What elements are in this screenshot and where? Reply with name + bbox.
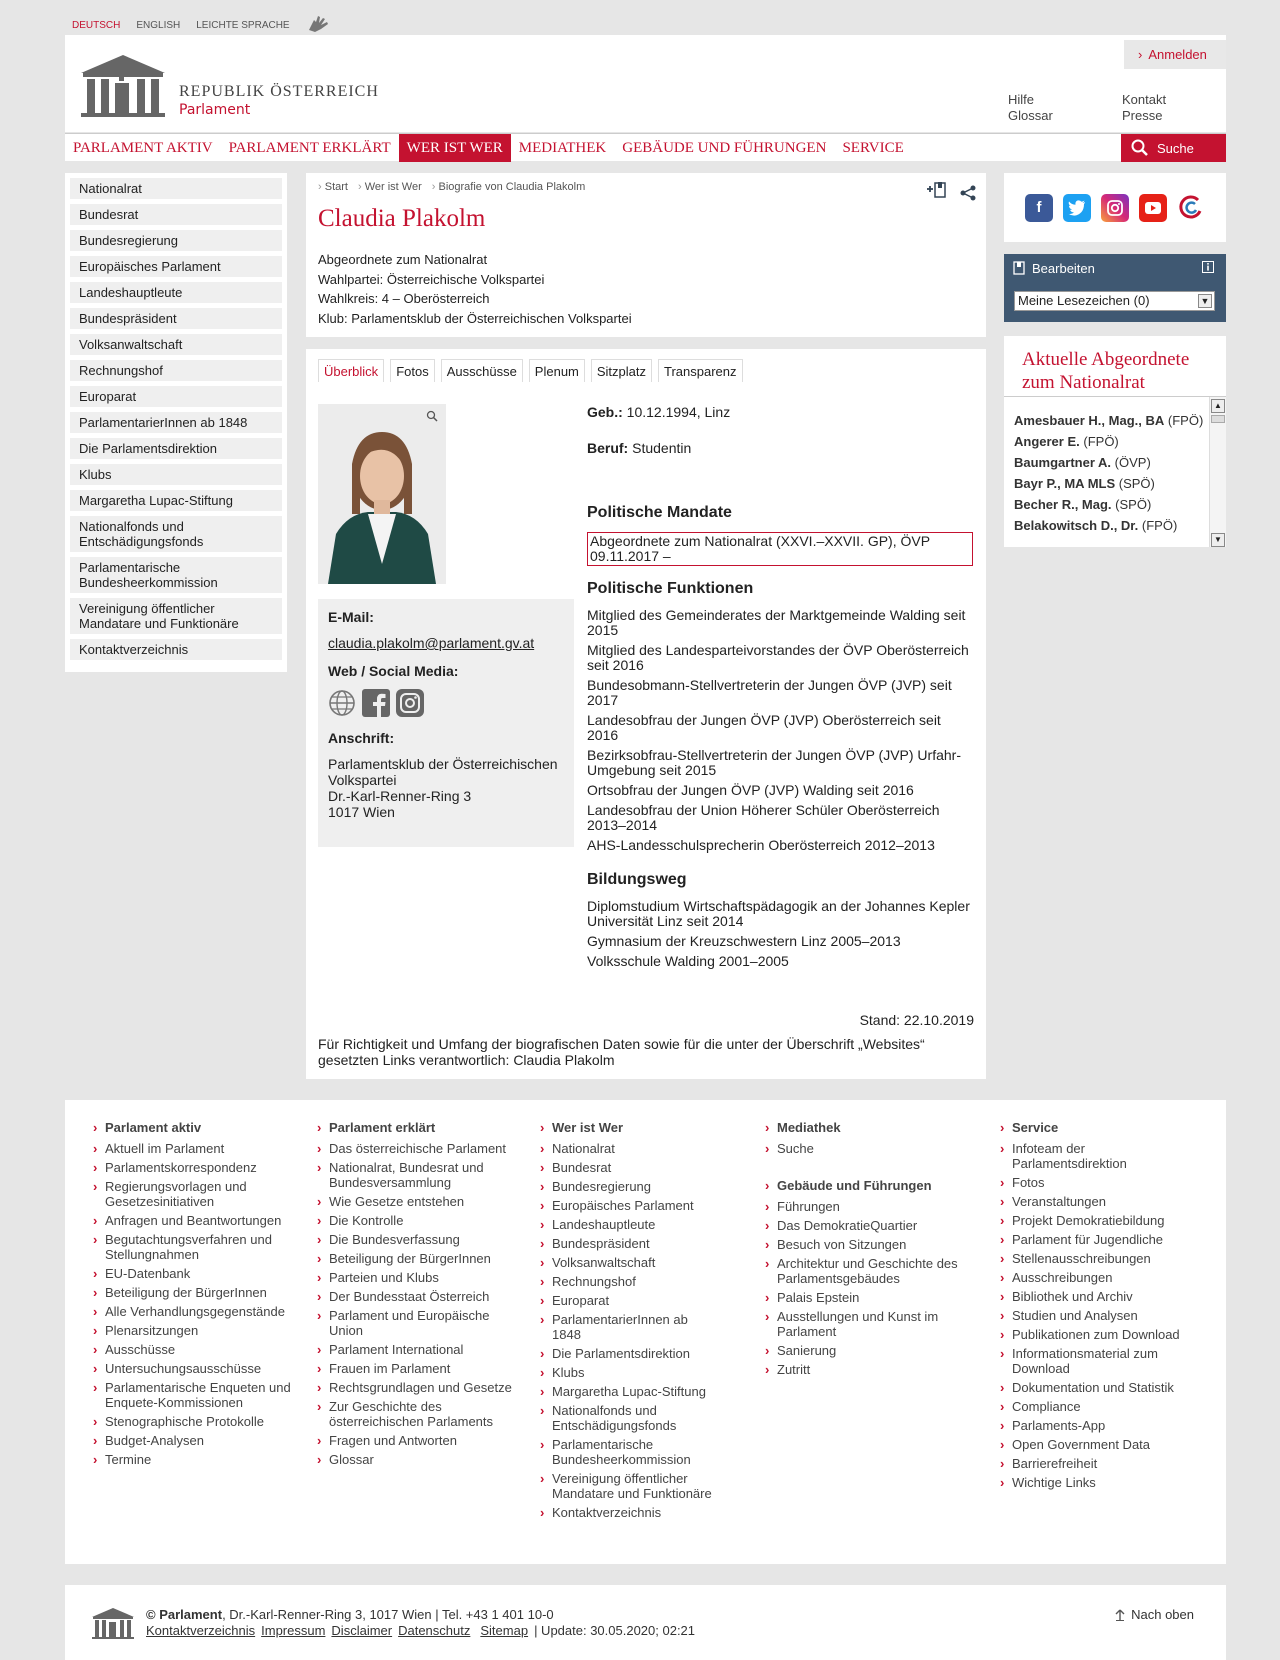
footer-link[interactable]: › Parlament und Europäische Union [317, 1308, 517, 1338]
member-item[interactable]: Becher R., Mag. (SPÖ) [1014, 497, 1152, 512]
footer-col-wer-ist-wer [540, 1120, 740, 1524]
main-nav [65, 133, 1226, 161]
bottom-link-impressum[interactable]: Impressum [261, 1623, 326, 1638]
footer-link[interactable]: › Projekt Demokratiebildung [1000, 1213, 1200, 1228]
mandates-heading: Politische Mandate [587, 504, 732, 521]
info-icon[interactable] [1202, 261, 1214, 276]
footer-link[interactable]: › Beteiligung der BürgerInnen [93, 1285, 293, 1300]
function-item: Landesobfrau der Jungen ÖVP (JVP) Oberösterreich seit 2016 [587, 712, 941, 743]
bottom-link-datenschutz[interactable]: Datenschutz [398, 1623, 471, 1638]
tab-ausschuesse[interactable]: Ausschüsse [441, 359, 523, 382]
footer-link[interactable]: › Bibliothek und Archiv [1000, 1289, 1200, 1304]
email-label: E-Mail: [328, 609, 374, 625]
footer-link[interactable]: › Stenographische Protokolle [93, 1414, 293, 1429]
address-line-3: 1017 Wien [328, 804, 395, 820]
footer-link[interactable]: › Volksanwaltschaft [540, 1255, 740, 1270]
function-item: Landesobfrau der Union Höherer Schüler Oberösterreich 2013–2014 [587, 802, 940, 833]
footer-link[interactable]: › Parlamentarische Bundesheerkommission [540, 1437, 740, 1467]
footer [65, 1100, 1226, 1564]
footer-heading[interactable]: › Wer ist Wer [540, 1120, 740, 1135]
education-item: Diplomstudium Wirtschaftspädagogik an der Johannes Kepler Universität Linz seit 2014 [587, 898, 970, 929]
member-item[interactable]: Bayr P., MA MLS (SPÖ) [1014, 476, 1155, 491]
footer-link[interactable]: › Nationalrat [540, 1141, 740, 1156]
instagram-icon[interactable] [396, 689, 424, 720]
email-link[interactable]: claudia.plakolm@parlament.gv.at [328, 635, 535, 651]
sidebar-item-europarat[interactable]: Europarat [70, 386, 282, 407]
facebook-icon[interactable]: f [1025, 194, 1053, 222]
footer-link[interactable]: › Ausstellungen und Kunst im Parlament [765, 1309, 965, 1339]
stand-date: Stand: 22.10.2019 [859, 1012, 974, 1028]
footer-col-parlament-erklaert [317, 1120, 517, 1471]
nav-service[interactable]: SERVICE [842, 140, 904, 156]
footer-link[interactable]: › Die Kontrolle [317, 1213, 517, 1228]
nav-gebaeude[interactable]: GEBÄUDE UND FÜHRUNGEN [622, 140, 827, 156]
sidebar-item-rechnungshof[interactable]: Rechnungshof [70, 360, 282, 381]
bookmarks-select[interactable]: Meine Lesezeichen (0) ▼ [1014, 291, 1215, 311]
current-members-title: Aktuelle Abgeordnete zum Nationalrat [1022, 349, 1190, 393]
footer-col-mediathek [765, 1120, 965, 1381]
footer-link[interactable]: › Rechtsgrundlagen und Gesetze [317, 1380, 517, 1395]
footer-link[interactable]: › Parlamentarische Enqueten und Enquete-Kommissionen [93, 1380, 293, 1410]
person-party: Wahlpartei: Österreichische Volkspartei [318, 271, 545, 287]
sidebar-item-parlamentarierinnen[interactable]: ParlamentarierInnen ab 1848 [70, 412, 282, 433]
person-club: Klub: Parlamentsklub der Österreichischen Volkspartei [318, 310, 632, 326]
sidebar-item-bundesrat[interactable]: Bundesrat [70, 204, 282, 225]
current-members-panel [1004, 336, 1226, 547]
footer-heading[interactable]: › Gebäude und Führungen [765, 1178, 965, 1193]
bottom-link-kontakt[interactable]: Kontaktverzeichnis [146, 1623, 256, 1638]
youtube-icon[interactable] [1139, 194, 1167, 222]
nav-mediathek[interactable]: MEDIATHEK [518, 140, 607, 156]
footer-link[interactable]: › Nationalrat, Bundesrat und Bundesversammlung [317, 1160, 517, 1190]
press-link[interactable]: Presse [1122, 108, 1163, 123]
footer-link[interactable]: › Parlaments-App [1000, 1418, 1200, 1433]
footer-link[interactable]: › Architektur und Geschichte des Parlamentsgebäudes [765, 1256, 965, 1286]
scroll-thumb[interactable] [1211, 415, 1225, 423]
footer-link[interactable]: › Europarat [540, 1293, 740, 1308]
footer-link[interactable]: › Zutritt [765, 1362, 965, 1377]
footer-link[interactable]: › Veranstaltungen [1000, 1194, 1200, 1209]
footer-link[interactable]: › Open Government Data [1000, 1437, 1200, 1452]
function-item: Bezirksobfrau-Stellvertreterin der Jungen ÖVP (JVP) Urfahr-Umgebung seit 2015 [587, 747, 961, 778]
footer-link[interactable]: › Stellenausschreibungen [1000, 1251, 1200, 1266]
footer-link[interactable]: › Parlament für Jugendliche [1000, 1232, 1200, 1247]
footer-link[interactable]: › Bundesrat [540, 1160, 740, 1175]
open-data-icon[interactable] [1177, 194, 1205, 222]
tab-sitzplatz[interactable]: Sitzplatz [591, 359, 652, 382]
members-scrollbar[interactable] [1209, 397, 1226, 547]
sign-language-icon[interactable] [306, 14, 332, 37]
logo-title: REPUBLIK ÖSTERREICH [179, 83, 379, 100]
person-photo[interactable] [318, 404, 446, 584]
footer-link[interactable]: › Informationsmaterial zum Download [1000, 1346, 1200, 1376]
footer-link[interactable]: › Glossar [317, 1452, 517, 1467]
members-list [1014, 413, 1204, 543]
person-header-card [306, 173, 986, 337]
member-item[interactable]: Baumgartner A. (ÖVP) [1014, 455, 1151, 470]
footer-link[interactable]: › Bundespräsident [540, 1236, 740, 1251]
bookmark-add-icon[interactable] [926, 181, 948, 202]
member-item[interactable]: Belakowitsch D., Dr. (FPÖ) [1014, 518, 1178, 533]
functions-heading: Politische Funktionen [587, 580, 754, 597]
person-district: Wahlkreis: 4 – Oberösterreich [318, 291, 490, 306]
sidebar-item-nationalfonds[interactable]: Nationalfonds und Entschädigungsfonds [70, 516, 282, 552]
footer-link[interactable]: › Suche [765, 1141, 965, 1156]
back-to-top[interactable]: Nach oben [1115, 1607, 1194, 1622]
sidebar-item-vereinigung[interactable]: Vereinigung öffentlicher Mandatare und Funktionäre [70, 598, 282, 634]
footer-heading[interactable]: › Service [1000, 1120, 1200, 1135]
edit-panel [1004, 254, 1226, 322]
education-item: Gymnasium der Kreuzschwestern Linz 2005–2013 [587, 933, 901, 949]
footer-link[interactable]: › Das österreichische Parlament [317, 1141, 517, 1156]
footer-link[interactable]: › Sanierung [765, 1343, 965, 1358]
footer-link[interactable]: › Klubs [540, 1365, 740, 1380]
sidebar-item-nationalrat[interactable]: Nationalrat [70, 178, 282, 199]
footer-link[interactable]: › Der Bundesstaat Österreich [317, 1289, 517, 1304]
footer-link[interactable]: › Rechnungshof [540, 1274, 740, 1289]
education-item: Volksschule Walding 2001–2005 [587, 953, 789, 969]
footer-link[interactable]: › ParlamentarierInnen ab 1848 [540, 1312, 700, 1342]
footer-heading[interactable]: › Parlament aktiv [93, 1120, 293, 1135]
footer-link[interactable]: › Führungen [765, 1199, 965, 1214]
person-detail-card [306, 349, 986, 1079]
job-info: Beruf: Studentin [587, 440, 692, 456]
website-icon[interactable] [328, 689, 356, 720]
search-button[interactable]: Suche [1121, 134, 1226, 162]
sidebar-item-eu-parlament[interactable]: Europäisches Parlament [70, 256, 282, 277]
nav-parlament-erklaert[interactable]: PARLAMENT ERKLÄRT [228, 140, 391, 156]
sidebar-item-bundesheerkommission[interactable]: Parlamentarische Bundesheerkommission [70, 557, 282, 593]
footer-link[interactable]: › Plenarsitzungen [93, 1323, 293, 1338]
footer-link[interactable]: › Alle Verhandlungsgegenstände [93, 1304, 293, 1319]
function-item: Bundesobmann-Stellvertreterin der Jungen ÖVP (JVP) seit 2017 [587, 677, 952, 708]
breadcrumb-current: › Biografie von Claudia Plakolm [432, 181, 585, 193]
sidebar [65, 173, 287, 672]
footer-col-service [1000, 1120, 1200, 1494]
function-item: Ortsobfrau der Jungen ÖVP (JVP) Walding seit 2016 [587, 782, 914, 798]
tab-bar [318, 359, 743, 382]
sidebar-item-parlamentsdirektion[interactable]: Die Parlamentsdirektion [70, 438, 282, 459]
sidebar-item-bundespraesident[interactable]: Bundespräsident [70, 308, 282, 329]
sidebar-item-volksanwaltschaft[interactable]: Volksanwaltschaft [70, 334, 282, 355]
footer-link[interactable]: › Fragen und Antworten [317, 1433, 517, 1448]
disclaimer-text: Für Richtigkeit und Umfang der biografischen Daten sowie für die unter der Überschrift „Websites“ gesetzten Links verantwortlich: Claudia Plakolm [318, 1036, 925, 1068]
member-item[interactable]: Amesbauer H., Mag., BA (FPÖ) [1014, 413, 1204, 428]
function-item: Mitglied des Landesparteivorstandes der ÖVP Oberösterreich seit 2016 [587, 642, 969, 673]
zoom-icon[interactable] [426, 410, 438, 425]
footer-link[interactable]: › Die Bundesverfassung [317, 1232, 517, 1247]
tab-ueberblick[interactable]: Überblick [318, 359, 384, 382]
footer-link[interactable]: › Compliance [1000, 1399, 1200, 1414]
copyright: © Parlament [146, 1607, 223, 1622]
instagram-icon[interactable] [1101, 194, 1129, 222]
sidebar-item-kontaktverzeichnis[interactable]: Kontaktverzeichnis [70, 639, 282, 660]
tab-transparenz[interactable]: Transparenz [658, 359, 743, 382]
web-social-label: Web / Social Media: [328, 663, 459, 679]
footer-link[interactable]: › Nationalfonds und Entschädigungsfonds [540, 1403, 740, 1433]
footer-link[interactable]: › Publikationen zum Download [1000, 1327, 1200, 1342]
mandate-item: Abgeordnete zum Nationalrat (XXVI.–XXVII. GP), ÖVP 09.11.2017 – [587, 532, 973, 566]
function-item: AHS-Landesschulsprecherin Oberösterreich 2012–2013 [587, 837, 935, 853]
footer-link[interactable]: › Margaretha Lupac-Stiftung [540, 1384, 740, 1399]
nav-parlament-aktiv[interactable]: PARLAMENT AKTIV [73, 140, 213, 156]
footer-link[interactable]: › Europäisches Parlament [540, 1198, 740, 1213]
footer-link[interactable]: › Parteien und Klubs [317, 1270, 517, 1285]
footer-link[interactable]: › Fotos [1000, 1175, 1200, 1190]
bottom-link-sitemap[interactable]: Sitemap [480, 1623, 529, 1638]
footer-link[interactable]: › Frauen im Parlament [317, 1361, 517, 1376]
footer-link[interactable]: › Bundesregierung [540, 1179, 740, 1194]
chevron-down-icon: ▼ [1198, 294, 1212, 308]
footer-link[interactable]: › Untersuchungsausschüsse [93, 1361, 293, 1376]
footer-link[interactable]: › Studien und Analysen [1000, 1308, 1200, 1323]
arrow-up-icon [1115, 1609, 1125, 1621]
footer-link[interactable]: › Vereinigung öffentlicher Mandatare und Funktionäre [540, 1471, 740, 1501]
bottom-link-disclaimer[interactable]: Disclaimer [331, 1623, 393, 1638]
scroll-down-icon[interactable]: ▼ [1211, 533, 1225, 547]
page-title: Claudia Plakolm [318, 205, 486, 232]
bottom-bar [65, 1585, 1226, 1660]
parliament-small-logo-icon[interactable] [91, 1607, 135, 1642]
footer-link[interactable]: › Dokumentation und Statistik [1000, 1380, 1200, 1395]
footer-link[interactable]: › Wichtige Links [1000, 1475, 1200, 1490]
footer-link[interactable]: › Beteiligung der BürgerInnen [317, 1251, 517, 1266]
footer-link[interactable]: › Palais Epstein [765, 1290, 965, 1305]
sidebar-item-klubs[interactable]: Klubs [70, 464, 282, 485]
help-link[interactable]: Hilfe [1008, 92, 1035, 107]
breadcrumb-start[interactable]: › Start [318, 181, 348, 193]
breadcrumb-wer-ist-wer[interactable]: › Wer ist Wer [358, 181, 422, 193]
lang-english[interactable]: ENGLISH [136, 20, 181, 31]
edit-panel-title: Bearbeiten [1032, 261, 1095, 276]
footer-link[interactable]: › EU-Datenbank [93, 1266, 293, 1281]
address-line-2: Dr.-Karl-Renner-Ring 3 [328, 788, 472, 804]
footer-link[interactable]: › Das DemokratieQuartier [765, 1218, 965, 1233]
facebook-icon[interactable] [362, 689, 390, 720]
footer-link[interactable]: › Ausschüsse [93, 1342, 293, 1357]
footer-heading[interactable]: › Parlament erklärt [317, 1120, 517, 1135]
footer-link[interactable]: › Wie Gesetze entstehen [317, 1194, 517, 1209]
breadcrumb [318, 181, 585, 193]
footer-link[interactable]: › Landeshauptleute [540, 1217, 740, 1232]
footer-link[interactable]: › Kontaktverzeichnis [540, 1505, 740, 1520]
footer-link[interactable]: › Anfragen und Beantwortungen [93, 1213, 293, 1228]
footer-link[interactable]: › Parlament International [317, 1342, 517, 1357]
sidebar-item-bundesregierung[interactable]: Bundesregierung [70, 230, 282, 251]
header [65, 35, 1226, 132]
footer-col-parlament-aktiv [93, 1120, 293, 1471]
search-icon [1131, 139, 1149, 157]
share-icon[interactable] [960, 185, 976, 204]
bookmark-icon [1013, 261, 1025, 278]
footer-link[interactable]: › Zur Geschichte des österreichischen Parlaments [317, 1399, 517, 1429]
glossary-link[interactable]: Glossar [1008, 108, 1053, 123]
footer-link[interactable]: › Besuch von Sitzungen [765, 1237, 965, 1252]
footer-link[interactable]: › Die Parlamentsdirektion [540, 1346, 740, 1361]
nav-wer-ist-wer[interactable]: WER IST WER [399, 134, 511, 162]
footer-link[interactable]: › Parlamentskorrespondenz [93, 1160, 293, 1175]
social-bar [1004, 173, 1226, 242]
login-button[interactable]: › Anmelden [1124, 40, 1226, 69]
parliament-logo-icon[interactable] [79, 53, 167, 120]
footer-link[interactable]: › Barrierefreiheit [1000, 1456, 1200, 1471]
function-item: Mitglied des Gemeinderates der Marktgemeinde Walding seit 2015 [587, 607, 966, 638]
member-item[interactable]: Angerer E. (FPÖ) [1014, 434, 1119, 449]
address-line-1: Parlamentsklub der Österreichischen Volkspartei [328, 756, 558, 788]
sidebar-item-lupac-stiftung[interactable]: Margaretha Lupac-Stiftung [70, 490, 282, 511]
tab-fotos[interactable]: Fotos [390, 359, 435, 382]
footer-link[interactable]: › Regierungsvorlagen und Gesetzesinitiativen [93, 1179, 293, 1209]
sidebar-item-landeshauptleute[interactable]: Landeshauptleute [70, 282, 282, 303]
update-date: | Update: 30.05.2020; 02:21 [534, 1623, 696, 1638]
scroll-up-icon[interactable]: ▲ [1211, 399, 1225, 413]
education-heading: Bildungsweg [587, 871, 687, 888]
lang-leichte-sprache[interactable]: LEICHTE SPRACHE [196, 20, 290, 31]
language-bar [72, 14, 332, 37]
contact-box [318, 599, 574, 847]
footer-link[interactable]: › Ausschreibungen [1000, 1270, 1200, 1285]
footer-heading[interactable]: › Mediathek [765, 1120, 965, 1135]
footer-link[interactable]: › Begutachtungsverfahren und Stellungnahmen [93, 1232, 293, 1262]
person-role: Abgeordnete zum Nationalrat [318, 252, 488, 267]
footer-address: , Dr.-Karl-Renner-Ring 3, 1017 Wien | Tel. +43 1 401 10-0 [222, 1607, 554, 1622]
footer-link[interactable]: › Aktuell im Parlament [93, 1141, 293, 1156]
birth-info: Geb.: 10.12.1994, Linz [587, 404, 731, 420]
logo-subtitle: Parlament [179, 102, 251, 118]
footer-link[interactable]: › Infoteam der Parlamentsdirektion [1000, 1141, 1200, 1171]
lang-deutsch[interactable]: DEUTSCH [72, 20, 121, 31]
address-label: Anschrift: [328, 730, 395, 746]
footer-link[interactable]: › Budget-Analysen [93, 1433, 293, 1448]
twitter-icon[interactable] [1063, 194, 1091, 222]
contact-link[interactable]: Kontakt [1122, 92, 1167, 107]
tab-plenum[interactable]: Plenum [529, 359, 585, 382]
footer-link[interactable]: › Termine [93, 1452, 293, 1467]
